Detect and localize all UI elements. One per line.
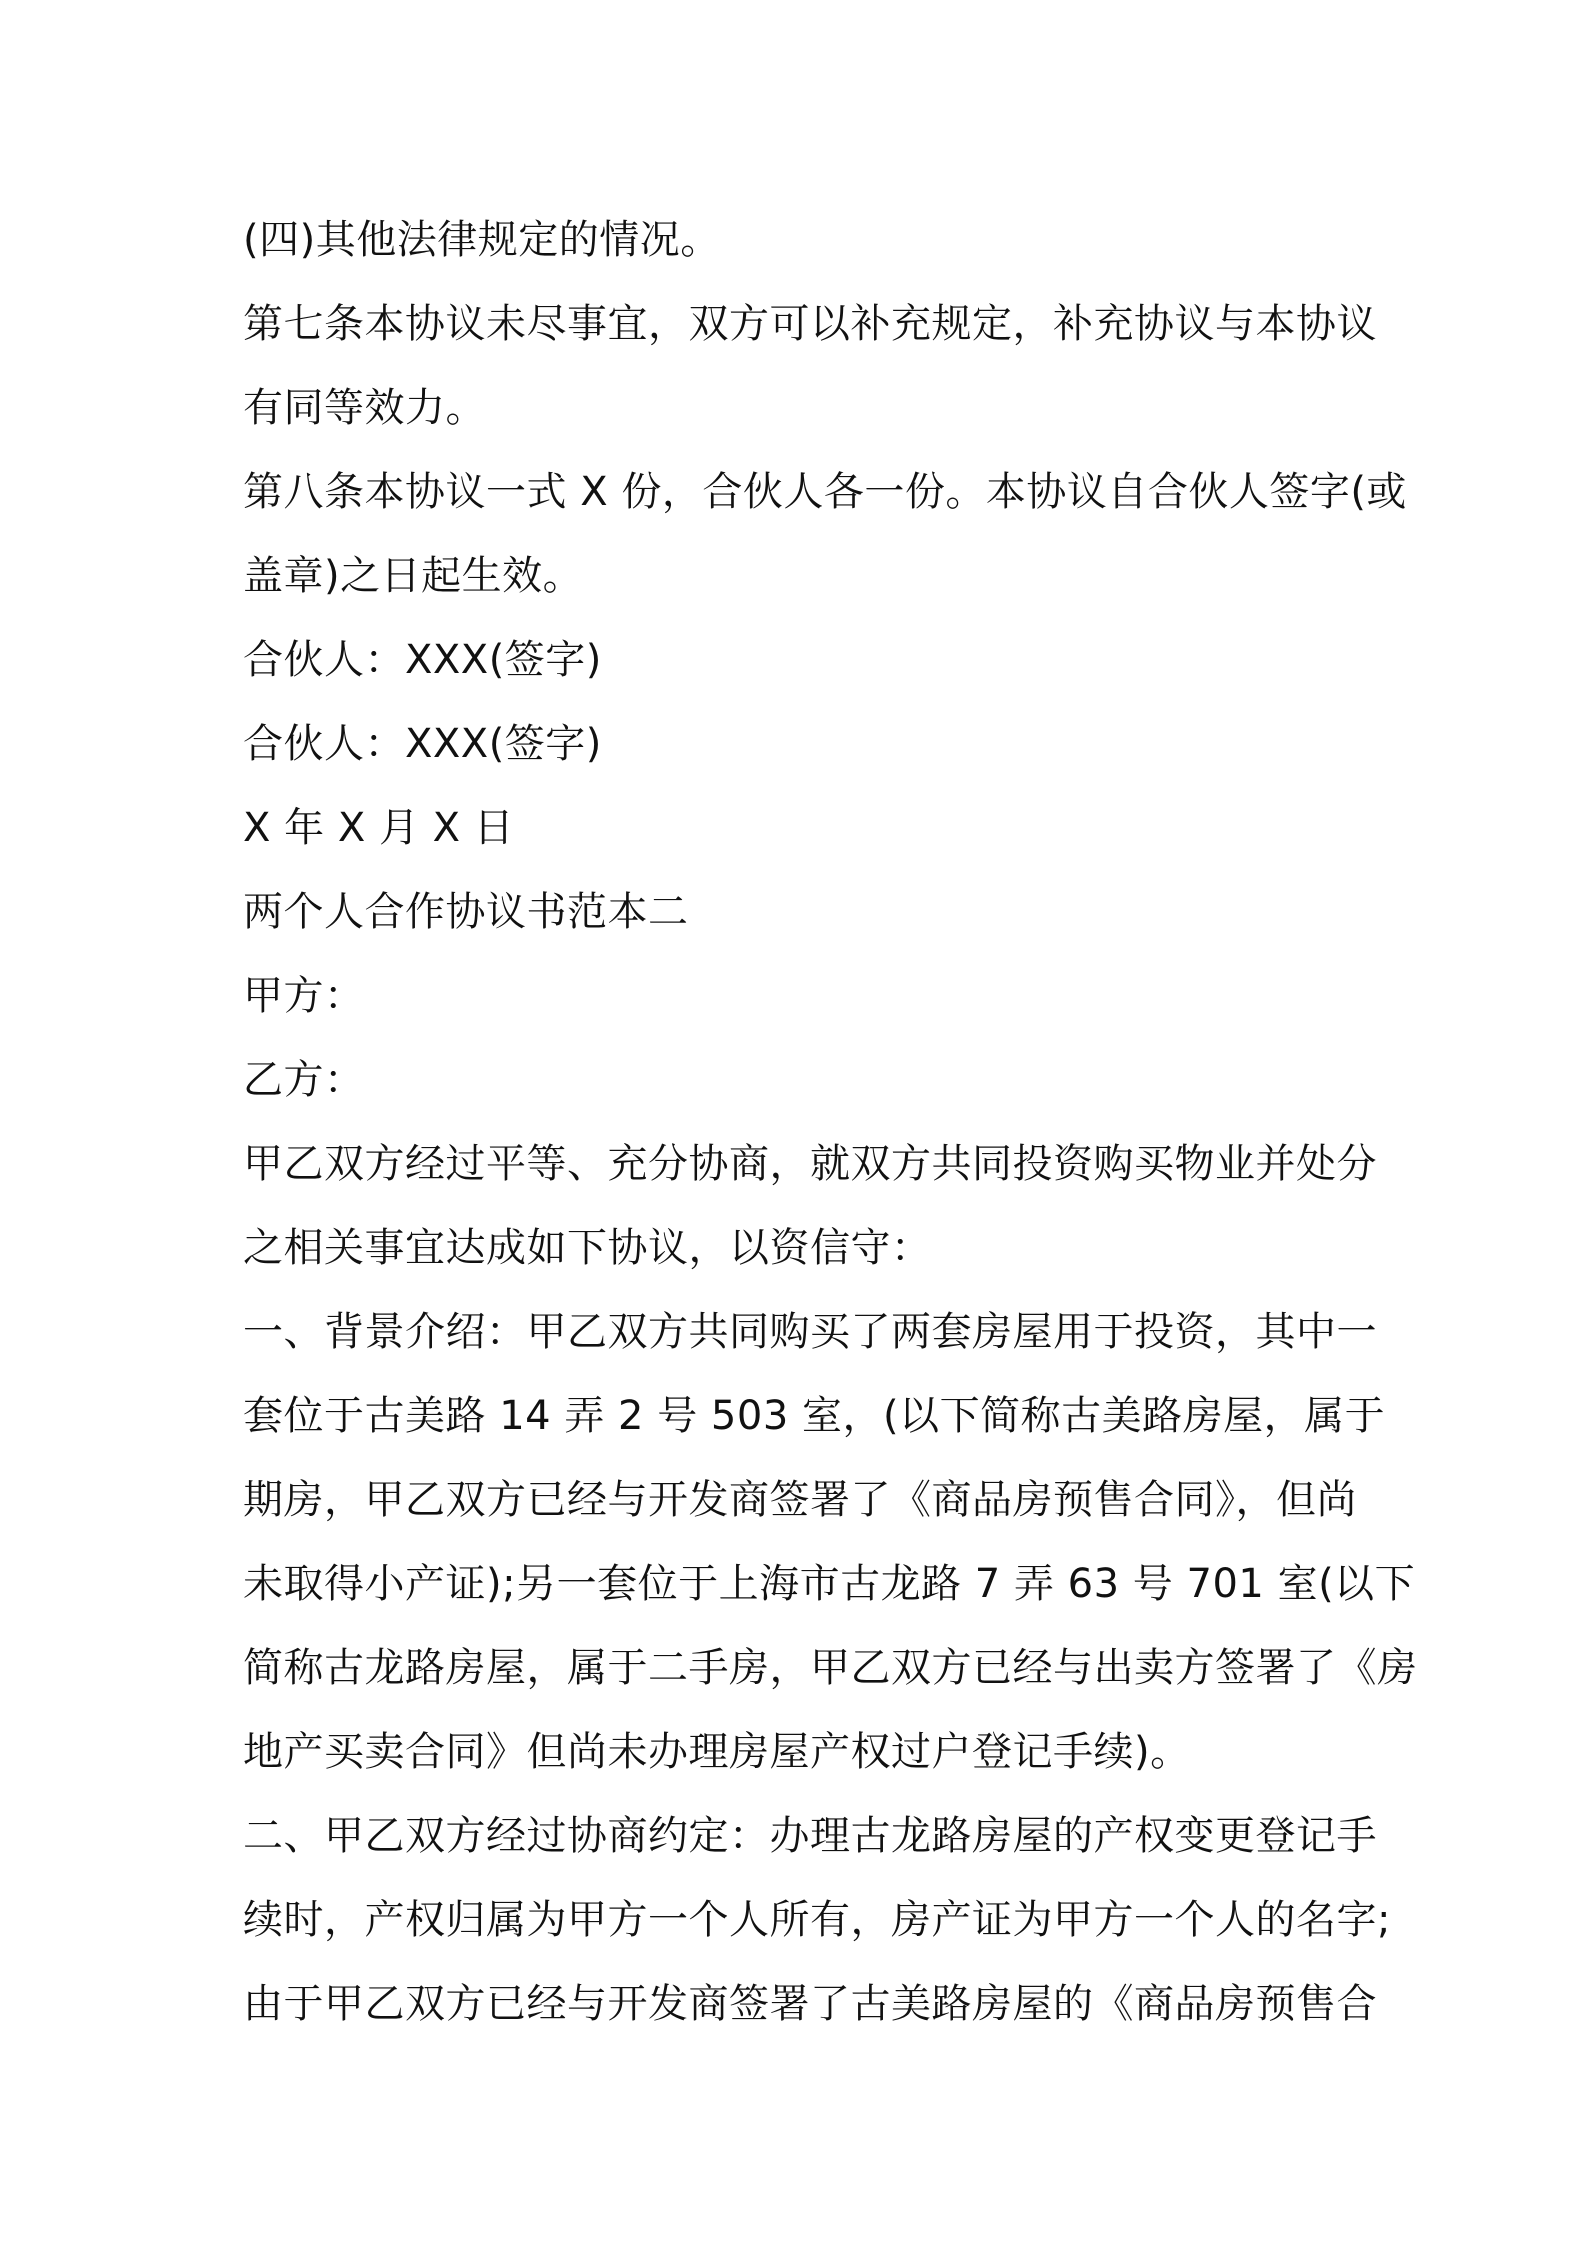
text-line: 盖章)之日起生效。 — [243, 553, 584, 599]
text-line: 甲乙双方经过平等、充分协商，就双方共同投资购买物业并处分 — [243, 1141, 1377, 1187]
text-line: 一、背景介绍：甲乙双方共同购买了两套房屋用于投资，其中一 — [243, 1309, 1377, 1355]
party-a-label: 甲方： — [243, 973, 365, 1019]
party-b-label: 乙方： — [243, 1057, 365, 1103]
text-line: 有同等效力。 — [243, 385, 486, 431]
text-line: 第七条本协议未尽事宜，双方可以补充规定，补充协议与本协议 — [243, 301, 1377, 347]
text-line: 期房，甲乙双方已经与开发商签署了《商品房预售合同》，但尚 — [243, 1477, 1357, 1523]
date-line: X 年 X 月 X 日 — [243, 805, 515, 851]
text-line: 第八条本协议一式 X 份，合伙人各一份。本协议自合伙人签字(或 — [243, 469, 1407, 515]
text-line: 续时，产权归属为甲方一个人所有，房产证为甲方一个人的名字; — [243, 1897, 1391, 1943]
text-line: 合伙人：XXX(签字) — [243, 721, 602, 767]
text-line: 简称古龙路房屋，属于二手房，甲乙双方已经与出卖方签署了《房 — [243, 1645, 1418, 1691]
text-line: 地产买卖合同》但尚未办理房屋产权过户登记手续)。 — [243, 1729, 1191, 1775]
text-line: 未取得小产证);另一套位于上海市古龙路 7 弄 63 号 701 室(以下 — [243, 1561, 1416, 1607]
section-title: 两个人合作协议书范本二 — [243, 889, 689, 935]
text-line: 二、甲乙双方经过协商约定：办理古龙路房屋的产权变更登记手 — [243, 1813, 1377, 1859]
text-line: 套位于古美路 14 弄 2 号 503 室，(以下简称古美路房屋，属于 — [243, 1393, 1386, 1439]
text-line: (四)其他法律规定的情况。 — [243, 217, 721, 263]
text-line: 之相关事宜达成如下协议，以资信守： — [243, 1225, 932, 1271]
text-line: 由于甲乙双方已经与开发商签署了古美路房屋的《商品房预售合 — [243, 1981, 1377, 2027]
text-line: 合伙人：XXX(签字) — [243, 637, 602, 683]
document-body — [243, 198, 1418, 2046]
